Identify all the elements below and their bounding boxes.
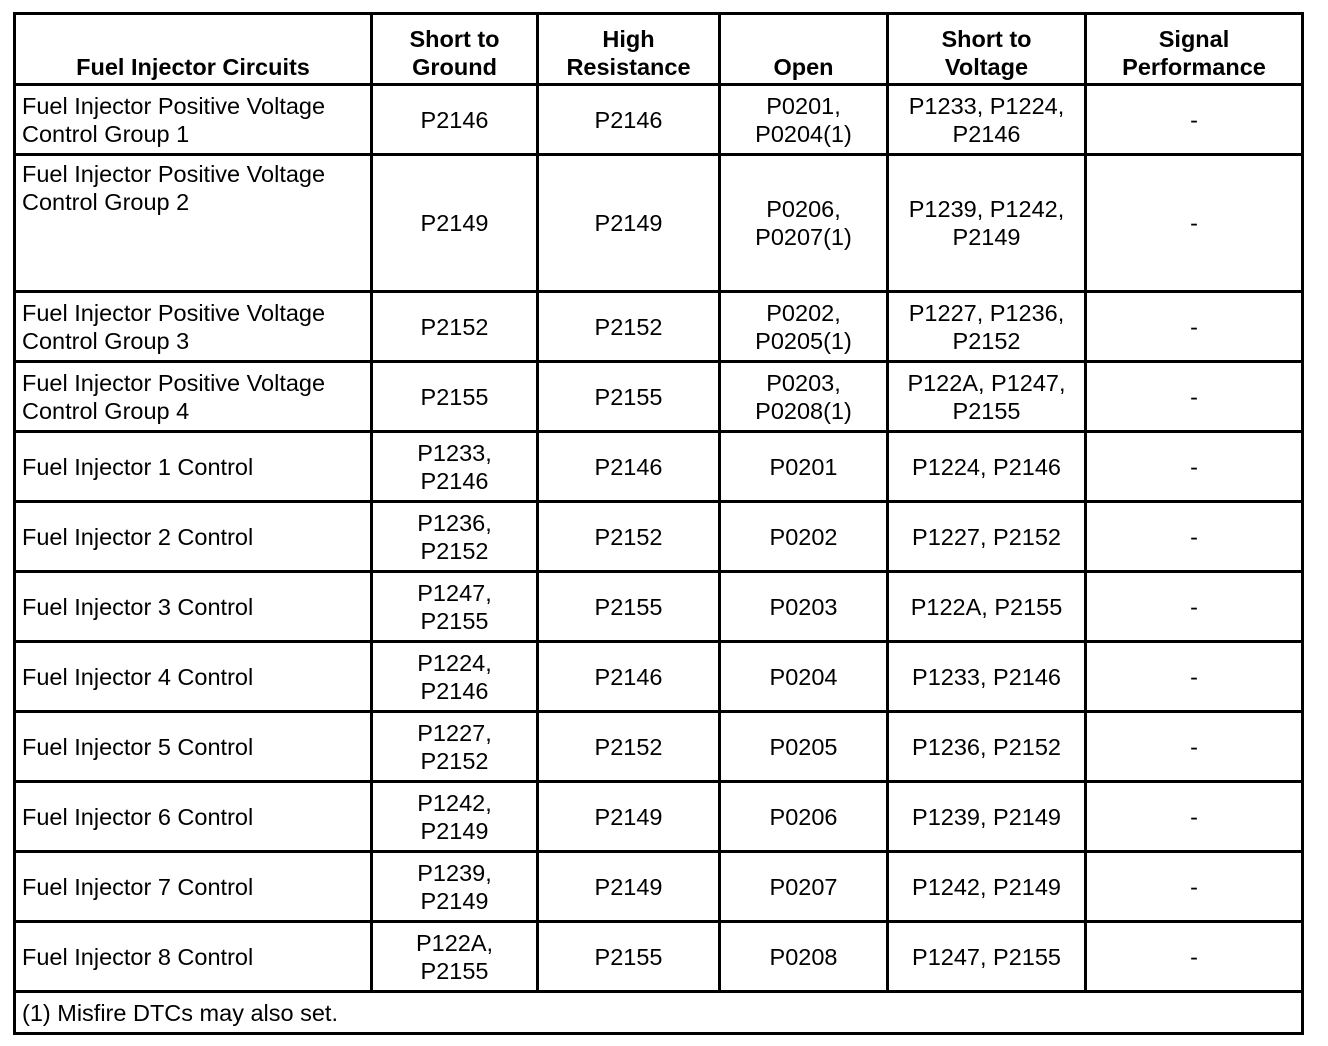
signal-performance-cell bbox=[1086, 155, 1303, 292]
circuit-cell-text: Fuel Injector 2 Control bbox=[22, 523, 254, 550]
signal-performance-cell bbox=[1086, 572, 1303, 642]
short-to-ground-cell-text: P2149 bbox=[420, 210, 489, 236]
circuit-cell-text: Fuel Injector 5 Control bbox=[22, 733, 254, 760]
circuit-cell-text: Fuel Injector 3 Control bbox=[22, 593, 254, 620]
short-to-voltage-cell bbox=[888, 712, 1086, 782]
short-to-voltage-cell bbox=[888, 85, 1086, 155]
high-resistance-cell-text: P2146 bbox=[594, 106, 663, 133]
open-cell-text: P0201 bbox=[769, 453, 838, 480]
table-row bbox=[15, 852, 1303, 922]
short-to-voltage-cell-text: P2155 bbox=[952, 397, 1021, 424]
open-cell bbox=[720, 432, 888, 502]
signal-performance-cell bbox=[1086, 922, 1303, 992]
short-to-ground-cell-text: P1233, bbox=[417, 439, 492, 466]
signal-performance-cell-text: - bbox=[1190, 453, 1198, 480]
open-cell bbox=[720, 155, 888, 292]
open-cell-text: P0203 bbox=[769, 593, 838, 620]
short-to-ground-cell-text: P2146 bbox=[420, 467, 489, 494]
header-high-resistance: High Resistance bbox=[538, 14, 720, 85]
open-cell bbox=[720, 572, 888, 642]
high-resistance-cell bbox=[538, 712, 720, 782]
high-resistance-cell-text: P2155 bbox=[594, 593, 663, 620]
circuit-cell bbox=[15, 782, 372, 852]
table-row bbox=[15, 642, 1303, 712]
short-to-voltage-cell bbox=[888, 572, 1086, 642]
circuit-cell-text: Fuel Injector 8 Control bbox=[22, 943, 254, 970]
open-cell-text: P0204 bbox=[769, 663, 838, 690]
short-to-voltage-cell bbox=[888, 642, 1086, 712]
circuit-cell-text: Control Group 2 bbox=[22, 189, 190, 215]
footnote: (1) Misfire DTCs may also set. bbox=[15, 992, 1303, 1034]
circuit-cell bbox=[15, 292, 372, 362]
open-cell bbox=[720, 922, 888, 992]
short-to-voltage-cell bbox=[888, 155, 1086, 292]
high-resistance-cell bbox=[538, 572, 720, 642]
circuit-cell-text: Control Group 4 bbox=[22, 397, 190, 424]
short-to-ground-cell bbox=[372, 782, 538, 852]
open-cell bbox=[720, 642, 888, 712]
open-cell-text: P0205(1) bbox=[755, 327, 852, 354]
signal-performance-cell-text: - bbox=[1190, 210, 1198, 236]
open-cell-text: P0206 bbox=[769, 803, 838, 830]
high-resistance-cell bbox=[538, 852, 720, 922]
circuit-cell bbox=[15, 572, 372, 642]
open-cell bbox=[720, 292, 888, 362]
circuit-cell bbox=[15, 922, 372, 992]
circuit-cell bbox=[15, 155, 372, 292]
signal-performance-cell bbox=[1086, 502, 1303, 572]
short-to-voltage-cell-text: P1233, P2146 bbox=[912, 663, 1061, 690]
circuit-cell-text: Fuel Injector 4 Control bbox=[22, 663, 254, 690]
short-to-ground-cell bbox=[372, 922, 538, 992]
signal-performance-cell-text: - bbox=[1190, 943, 1198, 970]
short-to-ground-cell-text: P2152 bbox=[420, 747, 489, 774]
high-resistance-cell-text: P2155 bbox=[594, 383, 663, 410]
short-to-ground-cell-text: P2152 bbox=[420, 537, 489, 564]
short-to-voltage-cell-text: P1239, P1242, bbox=[908, 196, 1065, 222]
signal-performance-cell bbox=[1086, 432, 1303, 502]
signal-performance-cell-text: - bbox=[1190, 383, 1198, 410]
circuit-cell bbox=[15, 642, 372, 712]
high-resistance-cell bbox=[538, 502, 720, 572]
signal-performance-cell bbox=[1086, 85, 1303, 155]
short-to-ground-cell bbox=[372, 502, 538, 572]
open-cell bbox=[720, 712, 888, 782]
circuit-cell-text: Fuel Injector Positive Voltage bbox=[22, 161, 326, 187]
high-resistance-cell bbox=[538, 782, 720, 852]
table-row bbox=[15, 922, 1303, 992]
signal-performance-cell-text: - bbox=[1190, 873, 1198, 900]
open-cell-text: P0205 bbox=[769, 733, 838, 760]
short-to-voltage-cell bbox=[888, 292, 1086, 362]
short-to-voltage-cell-text: P1242, P2149 bbox=[912, 873, 1061, 900]
signal-performance-cell-text: - bbox=[1190, 663, 1198, 690]
short-to-ground-cell-text: P2149 bbox=[420, 817, 489, 844]
short-to-ground-cell-text: P2149 bbox=[420, 887, 489, 914]
high-resistance-cell bbox=[538, 432, 720, 502]
short-to-ground-cell bbox=[372, 292, 538, 362]
short-to-ground-cell-text: P1224, bbox=[417, 649, 492, 676]
short-to-ground-cell-text: P2146 bbox=[420, 677, 489, 704]
open-cell-text: P0202, bbox=[766, 299, 841, 326]
high-resistance-cell bbox=[538, 642, 720, 712]
signal-performance-cell bbox=[1086, 782, 1303, 852]
table-row bbox=[15, 572, 1303, 642]
short-to-ground-cell-text: P2155 bbox=[420, 607, 489, 634]
signal-performance-cell bbox=[1086, 642, 1303, 712]
short-to-ground-cell-text: P2155 bbox=[420, 957, 489, 984]
short-to-ground-cell-text: P122A, bbox=[415, 929, 494, 956]
open-cell bbox=[720, 852, 888, 922]
high-resistance-cell-text: P2149 bbox=[594, 873, 663, 900]
signal-performance-cell-text: - bbox=[1190, 523, 1198, 550]
short-to-ground-cell bbox=[372, 155, 538, 292]
high-resistance-cell-text: P2149 bbox=[594, 210, 663, 236]
high-resistance-cell bbox=[538, 292, 720, 362]
circuit-cell-text: Fuel Injector 1 Control bbox=[22, 453, 254, 480]
short-to-ground-cell-text: P1236, bbox=[417, 509, 492, 536]
short-to-voltage-cell-text: P1227, P1236, bbox=[908, 299, 1065, 326]
circuit-cell-text: Fuel Injector 6 Control bbox=[22, 803, 254, 830]
circuit-cell bbox=[15, 432, 372, 502]
circuit-cell-text: Fuel Injector Positive Voltage bbox=[22, 299, 326, 326]
table-row bbox=[15, 362, 1303, 432]
signal-performance-cell-text: - bbox=[1190, 733, 1198, 760]
short-to-ground-cell-text: P2146 bbox=[420, 106, 489, 133]
table-row bbox=[15, 292, 1303, 362]
short-to-voltage-cell-text: P1233, P1224, bbox=[908, 92, 1065, 119]
open-cell-text: P0207 bbox=[769, 873, 838, 900]
table-header-row bbox=[15, 14, 1303, 85]
signal-performance-cell-text: - bbox=[1190, 106, 1198, 133]
short-to-voltage-cell bbox=[888, 502, 1086, 572]
high-resistance-cell-text: P2152 bbox=[594, 733, 663, 760]
short-to-voltage-cell bbox=[888, 432, 1086, 502]
signal-performance-cell-text: - bbox=[1190, 803, 1198, 830]
table-row bbox=[15, 85, 1303, 155]
table-row bbox=[15, 712, 1303, 782]
short-to-voltage-cell-text: P1227, P2152 bbox=[912, 523, 1061, 550]
short-to-ground-cell-text: P1239, bbox=[417, 859, 492, 886]
signal-performance-cell bbox=[1086, 362, 1303, 432]
table-row bbox=[15, 502, 1303, 572]
table-row bbox=[15, 432, 1303, 502]
short-to-ground-cell bbox=[372, 362, 538, 432]
signal-performance-cell-text: - bbox=[1190, 313, 1198, 340]
short-to-voltage-cell-text: P2152 bbox=[952, 327, 1021, 354]
short-to-ground-cell-text: P2155 bbox=[420, 383, 489, 410]
short-to-voltage-cell bbox=[888, 362, 1086, 432]
short-to-voltage-cell bbox=[888, 852, 1086, 922]
header-open: Open bbox=[720, 14, 888, 85]
table-row bbox=[15, 782, 1303, 852]
header-fuel-injector-circuits: Fuel Injector Circuits bbox=[15, 14, 372, 85]
open-cell-text: P0204(1) bbox=[755, 120, 852, 147]
high-resistance-cell bbox=[538, 922, 720, 992]
short-to-ground-cell bbox=[372, 572, 538, 642]
high-resistance-cell-text: P2155 bbox=[594, 943, 663, 970]
short-to-ground-cell-text: P1242, bbox=[417, 789, 492, 816]
circuit-cell bbox=[15, 502, 372, 572]
open-cell bbox=[720, 85, 888, 155]
open-cell bbox=[720, 362, 888, 432]
open-cell-text: P0201, bbox=[766, 92, 841, 119]
short-to-ground-cell bbox=[372, 85, 538, 155]
short-to-voltage-cell-text: P122A, P2155 bbox=[910, 593, 1063, 620]
signal-performance-cell-text: - bbox=[1190, 593, 1198, 620]
fuel-injector-dtc-table bbox=[13, 12, 1304, 1035]
short-to-voltage-cell-text: P2149 bbox=[952, 224, 1021, 250]
high-resistance-cell-text: P2146 bbox=[594, 453, 663, 480]
short-to-ground-cell bbox=[372, 712, 538, 782]
short-to-voltage-cell-text: P1224, P2146 bbox=[912, 453, 1061, 480]
table-body bbox=[15, 85, 1303, 992]
high-resistance-cell bbox=[538, 85, 720, 155]
open-cell-text: P0208 bbox=[769, 943, 838, 970]
circuit-cell bbox=[15, 712, 372, 782]
short-to-voltage-cell-text: P122A, P1247, bbox=[907, 369, 1066, 396]
high-resistance-cell bbox=[538, 362, 720, 432]
header-short-to-ground: Short to Ground bbox=[372, 14, 538, 85]
circuit-cell bbox=[15, 85, 372, 155]
short-to-voltage-cell-text: P2146 bbox=[952, 120, 1021, 147]
short-to-voltage-cell bbox=[888, 922, 1086, 992]
short-to-ground-cell bbox=[372, 432, 538, 502]
table-row bbox=[15, 155, 1303, 292]
open-cell-text: P0208(1) bbox=[755, 397, 852, 424]
open-cell-text: P0202 bbox=[769, 523, 838, 550]
short-to-ground-cell bbox=[372, 642, 538, 712]
header-short-to-voltage: Short to Voltage bbox=[888, 14, 1086, 85]
open-cell bbox=[720, 502, 888, 572]
circuit-cell bbox=[15, 362, 372, 432]
open-cell-text: P0203, bbox=[766, 369, 841, 396]
short-to-ground-cell-text: P2152 bbox=[420, 313, 489, 340]
circuit-cell bbox=[15, 852, 372, 922]
high-resistance-cell-text: P2146 bbox=[594, 663, 663, 690]
short-to-voltage-cell-text: P1239, P2149 bbox=[912, 803, 1061, 830]
circuit-cell-text: Fuel Injector Positive Voltage bbox=[22, 369, 326, 396]
open-cell-text: P0206, bbox=[766, 196, 841, 222]
short-to-voltage-cell-text: P1236, P2152 bbox=[912, 733, 1061, 760]
open-cell-text: P0207(1) bbox=[755, 224, 852, 250]
high-resistance-cell-text: P2152 bbox=[594, 523, 663, 550]
footnote-row bbox=[15, 992, 1303, 1034]
short-to-ground-cell bbox=[372, 852, 538, 922]
circuit-cell-text: Control Group 3 bbox=[22, 327, 190, 354]
open-cell bbox=[720, 782, 888, 852]
high-resistance-cell-text: P2149 bbox=[594, 803, 663, 830]
signal-performance-cell bbox=[1086, 292, 1303, 362]
short-to-ground-cell-text: P1247, bbox=[417, 579, 492, 606]
short-to-voltage-cell bbox=[888, 782, 1086, 852]
signal-performance-cell bbox=[1086, 852, 1303, 922]
header-signal-performance: Signal Performance bbox=[1086, 14, 1303, 85]
circuit-cell-text: Control Group 1 bbox=[22, 120, 190, 147]
signal-performance-cell bbox=[1086, 712, 1303, 782]
short-to-ground-cell-text: P1227, bbox=[417, 719, 492, 746]
high-resistance-cell-text: P2152 bbox=[594, 313, 663, 340]
high-resistance-cell bbox=[538, 155, 720, 292]
circuit-cell-text: Fuel Injector 7 Control bbox=[22, 873, 254, 900]
short-to-voltage-cell-text: P1247, P2155 bbox=[912, 943, 1061, 970]
circuit-cell-text: Fuel Injector Positive Voltage bbox=[22, 92, 326, 119]
